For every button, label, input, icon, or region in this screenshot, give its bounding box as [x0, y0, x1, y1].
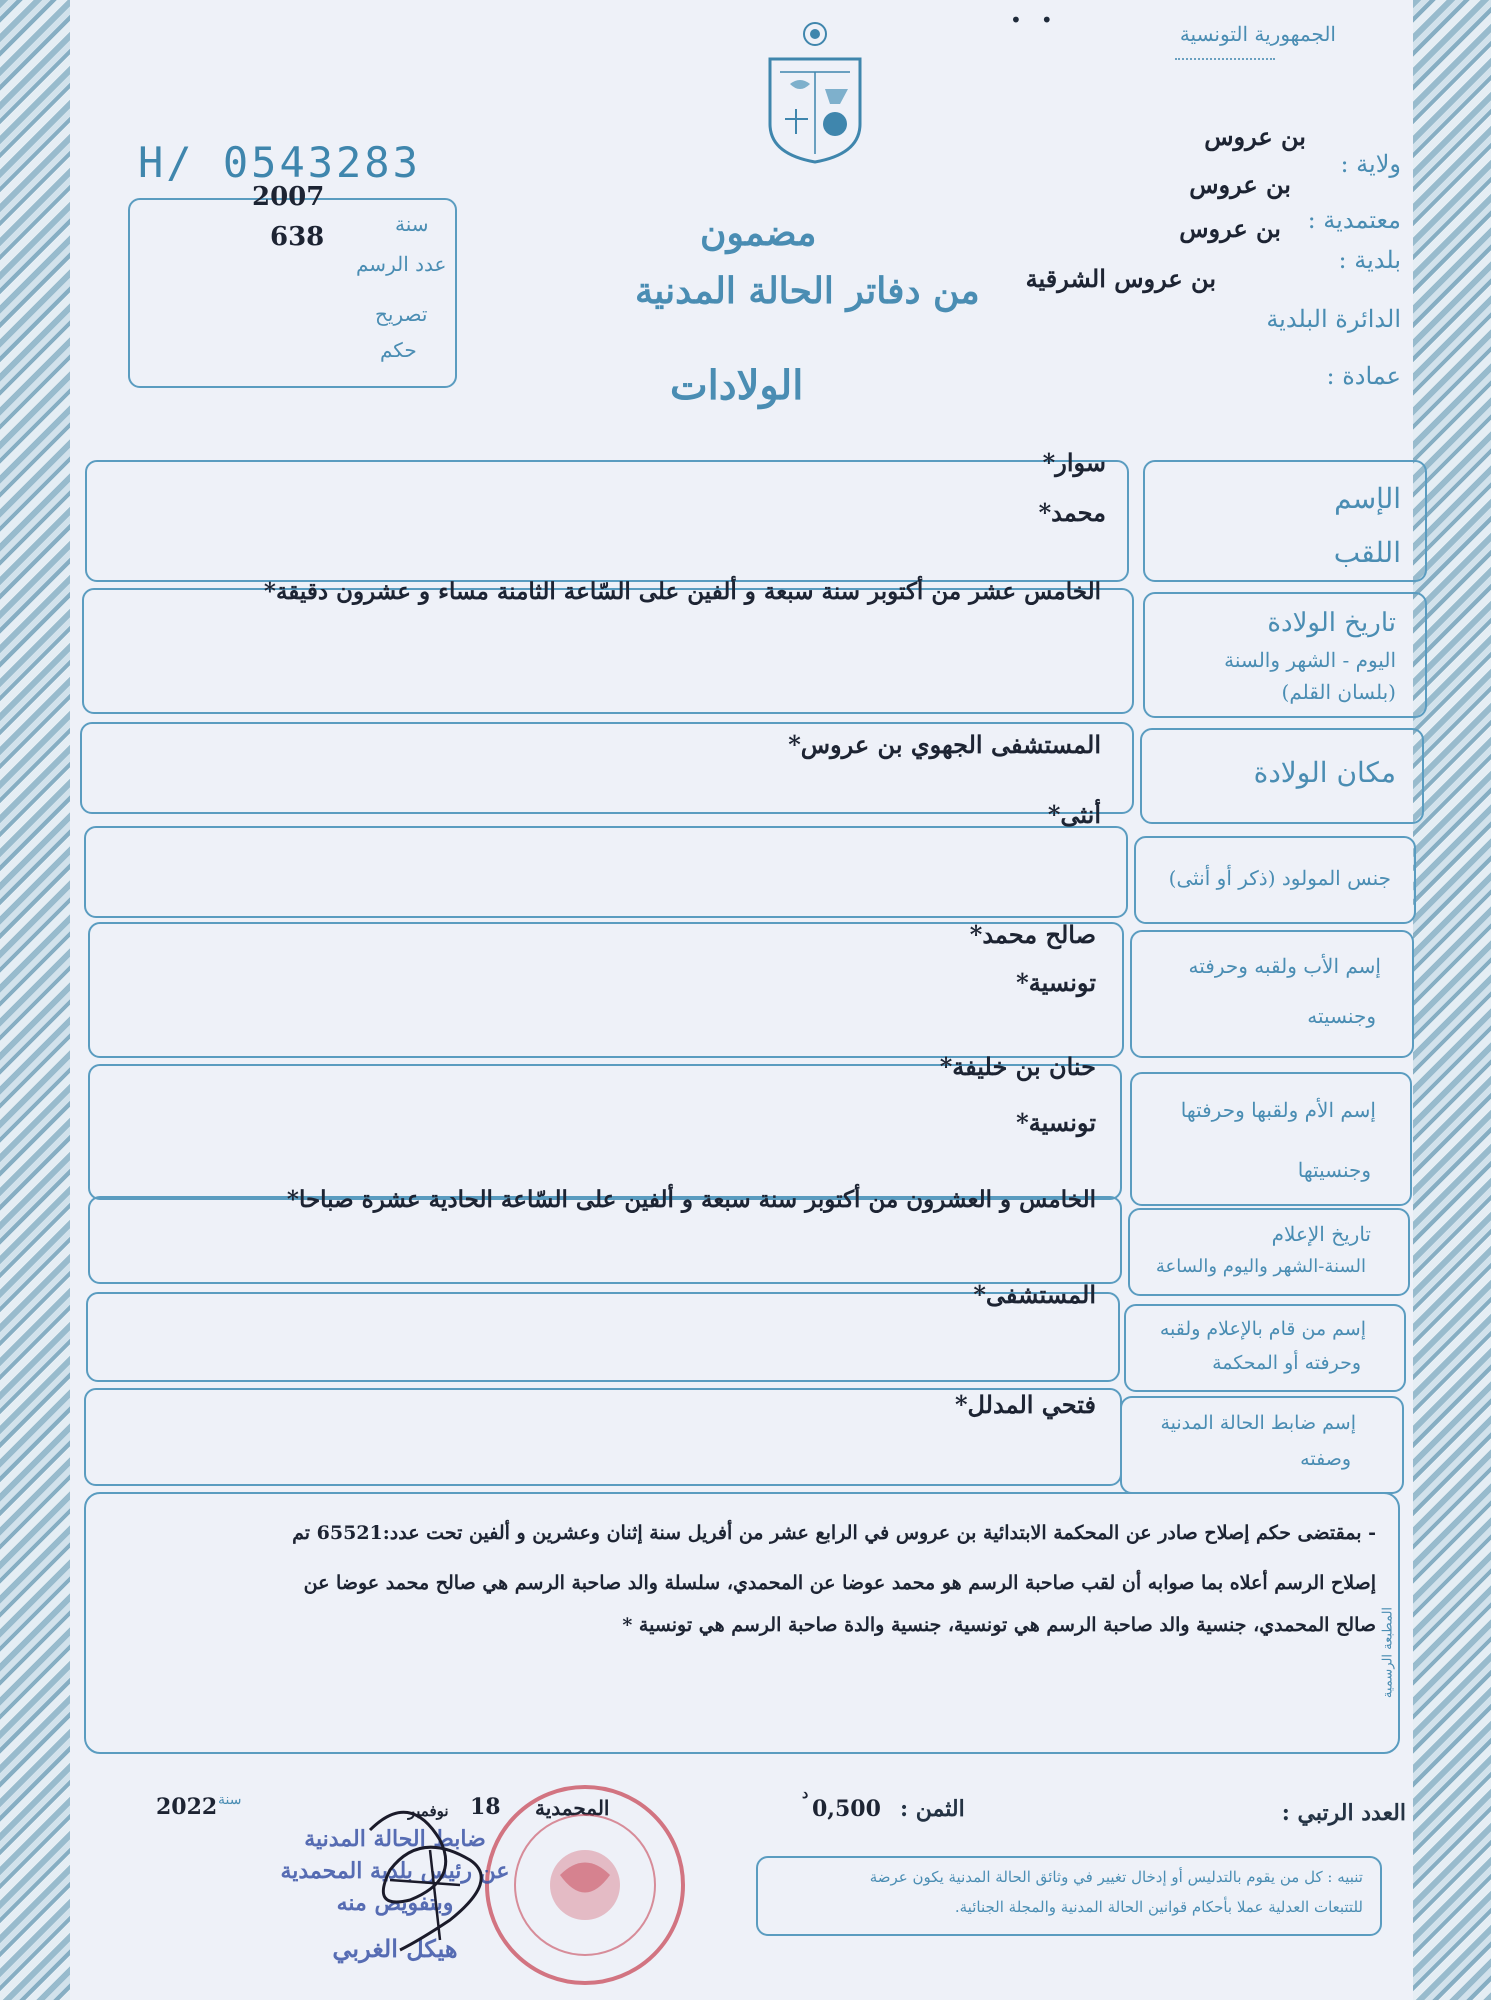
father-nationality-label: وجنسيته [1307, 1004, 1376, 1028]
birth-place-value: المستشفى الجهوي بن عروس* [788, 730, 1101, 759]
birth-date-sublabel: اليوم - الشهر والسنة [1224, 648, 1396, 672]
name-label: الإسم [1334, 482, 1401, 515]
officer-stamp-line-3: وبتفويض منه [336, 1890, 454, 1916]
serial-number-label: العدد الرتبي : [1281, 1800, 1406, 1826]
declaration-date-label: تاريخ الإعلام [1271, 1222, 1371, 1246]
officer-stamp-line-2: عن رئيس بلدية المحمدية [280, 1858, 510, 1884]
name-value-box [85, 460, 1129, 582]
sex-value-box [84, 826, 1128, 918]
municipality-value: بن عروس [1179, 214, 1281, 243]
municipality-label: بلدية : [1338, 246, 1401, 274]
notes-line-2: إصلاح الرسم أعلاه بما صوابه أن لقب صاحبة الرسم هو محمد عوضا عن المحمدي، سلسلة والد صاحبة الرسم هي صالح محمد عوضا عن [303, 1572, 1376, 1594]
issue-place: المحمدية [535, 1796, 610, 1820]
declarant-sublabel: وحرفته أو المحكمة [1212, 1352, 1361, 1374]
mother-nationality-label: وجنسيتها [1297, 1158, 1371, 1182]
republic-name: الجمهورية التونسية [1179, 22, 1336, 46]
price-label: الثمن : [900, 1796, 965, 1822]
act-number-label: عدد الرسم [356, 252, 447, 276]
legal-warning-line-2: للتتبعات العدلية عملا بأحكام قوانين الحالة المدنية والمجلة الجنائية. [954, 1898, 1363, 1916]
price-value: 0,500 [812, 1796, 881, 1822]
surname-value: محمد* [1038, 498, 1106, 527]
delegation-value: بن عروس [1189, 170, 1291, 199]
father-label: إسم الأب ولقبه وحرفته [1188, 954, 1381, 978]
district-value: بن عروس الشرقية [1025, 264, 1216, 293]
father-name-value: صالح محمد* [969, 920, 1096, 949]
title-registers: من دفاتر الحالة المدنية [635, 270, 980, 312]
serial-number [138, 138, 421, 187]
governorate-value: بن عروس [1204, 122, 1306, 151]
handwritten-signature [330, 1790, 550, 1960]
name-value: سوار* [1042, 448, 1106, 477]
right-decorative-border [1413, 0, 1491, 2000]
declaration-date-value: الخامس و العشرون من أكتوبر سنة سبعة و ألفين على السّاعة الحادية عشرة صباحا* [286, 1186, 1096, 1213]
governorate-label: ولاية : [1340, 150, 1401, 178]
notes-line-3: صالح المحمدي، جنسية والد صاحبة الرسم هي تونسية، جنسية والدة صاحبة الرسم هي تونسية * [622, 1614, 1376, 1636]
title-madmoun: مضمون [700, 212, 817, 254]
officer-value: فتحي المدلل* [954, 1390, 1096, 1419]
birth-date-value: الخامس عشر من أكتوبر سنة سبعة و ألفين على السّاعة الثامنة مساء و عشرون دقيقة* [263, 578, 1101, 605]
header-divider [1175, 58, 1275, 60]
ink-marks: • • [1010, 8, 1053, 32]
declaration-date-sublabel: السنة-الشهر واليوم والساعة [1155, 1256, 1366, 1277]
act-number-value: 638 [270, 222, 325, 252]
printer-mark: المطبعة الرسمية [1380, 1606, 1396, 1699]
declaration-label: تصريح [375, 302, 428, 326]
officer-stamp-line-1: ضابط الحالة المدنية [304, 1826, 486, 1852]
officer-sublabel: وصفته [1300, 1448, 1351, 1470]
delegation-label: معتمدية : [1307, 206, 1401, 234]
section-title-births: الولادات [670, 362, 804, 409]
mother-nationality-value: تونسية* [1016, 1108, 1096, 1137]
surname-label: اللقب [1333, 536, 1401, 569]
issue-month: نوفمبر [408, 1802, 449, 1820]
declarant-value: المستشفى* [973, 1280, 1096, 1309]
issue-year-value: 2022 [156, 1794, 218, 1820]
legal-warning-line-1: تنبيه : كل من يقوم بالتدليس أو إدخال تغيير في وثائق الحالة المدنية يكون عرضة [869, 1868, 1363, 1886]
officer-label-box [1120, 1396, 1404, 1494]
sex-value: أنثى* [1047, 800, 1101, 829]
left-decorative-border [0, 0, 70, 2000]
mother-value-box [88, 1064, 1122, 1200]
mother-label: إسم الأم ولقبها وحرفتها [1180, 1098, 1376, 1122]
mother-label-box [1130, 1072, 1412, 1206]
judgment-label: حكم [380, 338, 417, 362]
birth-date-value-box [82, 588, 1134, 714]
issue-day: 18 [470, 1794, 501, 1820]
imada-label: عمادة : [1326, 362, 1401, 390]
coat-of-arms-emblem [760, 14, 870, 164]
father-label-box [1130, 930, 1414, 1058]
serial-prefix: H/ [138, 138, 195, 187]
price-unit: د [802, 1786, 809, 1802]
birth-date-in-words-label: (بلسان القلم) [1281, 680, 1396, 704]
sex-label: جنس المولود (ذكر أو أنثى) [1168, 866, 1391, 890]
year-label: سنة [395, 212, 429, 236]
notes-line-1: - بمقتضى حكم إصلاح صادر عن المحكمة الابتدائية بن عروس في الرابع عشر من أفريل سنة إثنان وعشرين و ألفين تحت عدد:65521 تم [292, 1522, 1376, 1544]
officer-stamp-line-4: هيكل الغربي [332, 1934, 458, 1963]
declarant-value-box [86, 1292, 1120, 1382]
officer-label: إسم ضابط الحالة المدنية [1160, 1412, 1356, 1434]
birth-date-label: تاريخ الولادة [1267, 608, 1396, 638]
serial-digits: 0543283 [222, 138, 421, 187]
year-value: 2007 [252, 182, 325, 212]
district-label: الدائرة البلدية [1266, 305, 1401, 333]
father-nationality-value: تونسية* [1016, 968, 1096, 997]
declarant-label: إسم من قام بالإعلام ولقبه [1159, 1318, 1366, 1340]
father-value-box [88, 922, 1124, 1058]
mother-name-value: حنان بن خليفة* [939, 1052, 1096, 1081]
birth-place-label: مكان الولادة [1253, 756, 1396, 789]
issue-year-label: سنة [218, 1792, 242, 1808]
